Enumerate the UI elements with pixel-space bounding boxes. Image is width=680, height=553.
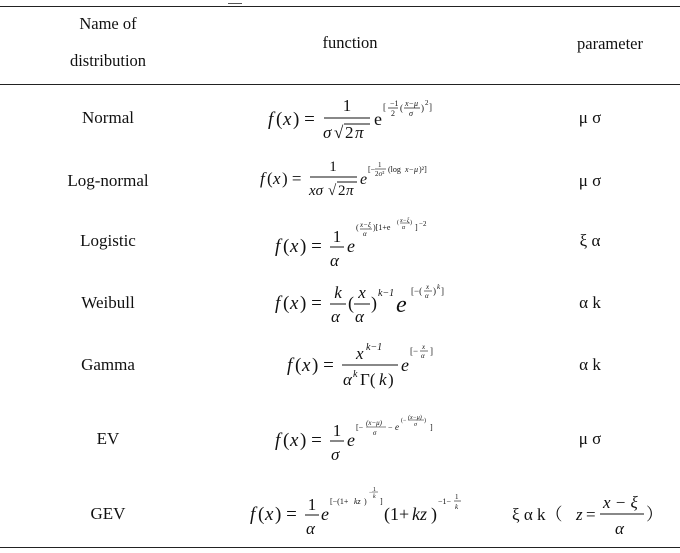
row-gamma-formula [220,333,480,391]
svg-text:x: x [422,343,426,351]
svg-text:e: e [395,422,399,432]
svg-text:x: x [273,169,281,188]
svg-text:x: x [358,283,366,302]
svg-text:k: k [379,370,387,389]
svg-text:(: ( [283,293,290,314]
svg-text:kz: kz [354,497,361,506]
svg-text:α: α [343,370,352,389]
svg-text:]: ] [429,102,432,112]
svg-text:1: 1 [332,421,342,440]
row-logistic-name: Logistic [80,231,136,250]
row-gev-name: GEV [90,504,126,523]
svg-text:[−: [− [410,346,419,356]
svg-text:x: x [283,109,292,130]
row-normal-formula [220,88,480,146]
svg-text:α: α [421,352,425,360]
svg-text:f: f [275,293,281,314]
svg-text:[: [ [383,102,386,112]
svg-text:(: ( [400,103,403,113]
svg-text:α: α [363,230,367,238]
svg-text:x: x [302,355,311,376]
svg-text:) =: ) = [282,169,302,188]
svg-text:(: ( [283,236,290,257]
svg-text:σ: σ [331,445,340,464]
table-top-rule [0,6,680,7]
svg-text:2: 2 [391,109,395,118]
svg-text:)²]: )²] [419,165,427,174]
row-ev-name: EV [96,429,120,448]
svg-text:(: ( [258,504,265,525]
row-weibull-name: Weibull [81,293,135,312]
svg-text:e: e [321,504,329,524]
svg-text:): ) [431,504,437,524]
row-gamma-parameter: α k [579,355,601,374]
svg-text:α: α [402,225,406,231]
row-normal-name: Normal [82,108,134,127]
svg-text:√: √ [328,183,337,199]
svg-text:k: k [334,283,342,302]
svg-text:f: f [287,355,293,376]
svg-text:x−ξ: x−ξ [360,221,371,229]
svg-text:x: x [290,236,299,257]
cropped-caption-fragment [228,0,242,4]
svg-text:e: e [401,355,409,375]
svg-text:e: e [347,236,355,256]
svg-text:2: 2 [338,183,346,199]
svg-text:2: 2 [425,99,429,107]
svg-text:f: f [268,109,274,130]
svg-text:α: α [330,251,339,270]
svg-text:1: 1 [373,487,376,493]
svg-text:α: α [615,519,624,538]
svg-text:e: e [347,430,355,450]
svg-text:−2: −2 [419,220,427,228]
svg-text:[−(: [−( [411,286,423,296]
svg-text:1: 1 [455,493,459,501]
row-lognormal-parameter: μ σ [578,171,602,190]
svg-text:σ: σ [323,123,332,142]
svg-text:) =: ) = [293,109,315,130]
svg-text:(x−μ): (x−μ) [408,415,422,421]
svg-text:(: ( [397,220,399,226]
svg-text:1: 1 [378,161,382,169]
header-function: function [322,33,378,52]
svg-text:): ) [410,220,412,226]
svg-text:−1: −1 [390,99,399,108]
svg-text:f: f [275,430,281,451]
svg-text:) =: ) = [300,293,322,314]
svg-text:(: ( [267,169,273,188]
svg-text:x: x [265,504,274,525]
svg-text:x: x [290,430,299,451]
svg-text:(−: (− [401,418,407,424]
svg-text:(: ( [348,293,354,313]
svg-text:xσ: xσ [309,183,324,199]
svg-text:]: ] [415,223,418,232]
svg-text:−: − [388,423,393,432]
svg-text:k: k [373,494,376,500]
svg-text:1: 1 [342,96,352,115]
svg-text:(log: (log [388,165,401,174]
svg-text:) =: ) = [312,355,334,376]
svg-text:−: − [369,490,373,496]
row-weibull-parameter: α k [579,293,601,312]
table-bottom-rule [0,547,680,548]
svg-text:√: √ [334,123,344,142]
svg-text:k−1: k−1 [378,288,395,299]
svg-text:(: ( [276,109,283,130]
svg-text:]: ] [430,423,433,432]
svg-text:Γ(: Γ( [360,370,376,389]
svg-text:σ: σ [409,109,413,118]
svg-text:π: π [355,123,364,142]
svg-text:σ: σ [414,422,417,428]
svg-text:) =: ) = [300,430,322,451]
svg-text:1: 1 [307,495,317,514]
svg-text:ξ α k（: ξ α k（ [512,505,563,524]
svg-text:(: ( [283,430,290,451]
svg-text:1: 1 [332,227,342,246]
svg-text:[−(1+: [−(1+ [330,497,349,506]
svg-text:α: α [306,519,315,538]
row-lognormal-name: Log-normal [67,171,149,190]
svg-text:z: z [576,505,583,524]
svg-text:k: k [353,369,358,380]
header-name-line2: distribution [69,51,147,70]
svg-text:1: 1 [329,159,337,175]
table-header-rule [0,84,680,85]
svg-text:): ) [371,293,377,313]
svg-text:e: e [374,109,382,129]
svg-text:x: x [426,283,430,291]
svg-text:α: α [331,307,340,326]
row-weibull-formula [220,274,480,332]
svg-text:x: x [356,344,364,363]
svg-text:kz: kz [412,504,427,524]
svg-text:(1+: (1+ [384,504,410,524]
svg-text:σ: σ [373,429,377,437]
header-parameter: parameter [577,34,643,53]
svg-text:e: e [396,292,407,318]
svg-text:−1−: −1− [438,497,452,506]
svg-text:k−1: k−1 [366,342,383,353]
svg-text:x: x [290,293,299,314]
svg-text:f: f [275,236,281,257]
svg-text:): ) [433,286,436,296]
svg-text:]: ] [430,346,433,356]
svg-text:): ) [421,103,424,113]
svg-text:[−: [− [356,423,364,432]
row-gev-formula [220,482,480,540]
svg-text:）: ） [646,505,663,524]
row-ev-parameter: μ σ [578,429,602,448]
row-gev-parameter [508,482,678,540]
header-name-line1: Name of [79,14,137,33]
svg-text:(: ( [295,355,302,376]
svg-text:]: ] [380,497,383,506]
svg-text:) =: ) = [275,504,297,525]
svg-text:)[1+e: )[1+e [373,223,391,232]
row-gamma-name: Gamma [81,355,135,374]
svg-text:x − ξ: x − ξ [603,493,638,512]
svg-text:k: k [455,503,459,511]
svg-text:α: α [425,292,429,300]
svg-text:x−ξ: x−ξ [400,218,410,224]
svg-text:k: k [437,283,441,291]
svg-text:e: e [360,171,368,188]
svg-text:[−: [− [368,165,376,174]
svg-text:(: ( [356,223,359,232]
svg-text:x−μ: x−μ [405,99,418,108]
svg-text:2: 2 [345,123,354,142]
row-normal-parameter: μ σ [578,108,602,127]
svg-text:x−μ: x−μ [405,165,418,174]
svg-text:): ) [388,370,394,389]
svg-text:2σ²: 2σ² [375,170,385,178]
svg-text:α: α [355,307,364,326]
svg-text:f: f [250,504,256,525]
svg-text:f: f [260,169,265,188]
row-logistic-parameter: ξ α [579,231,601,250]
svg-text:=: = [586,505,596,524]
svg-text:π: π [346,183,354,199]
svg-text:(x−μ): (x−μ) [366,419,383,427]
svg-text:) =: ) = [300,236,322,257]
svg-text:): ) [364,497,367,506]
svg-text:]: ] [441,286,444,296]
svg-text:): ) [424,418,426,424]
row-lognormal-formula [220,153,480,211]
row-ev-formula [220,408,480,466]
row-logistic-formula [220,214,480,272]
